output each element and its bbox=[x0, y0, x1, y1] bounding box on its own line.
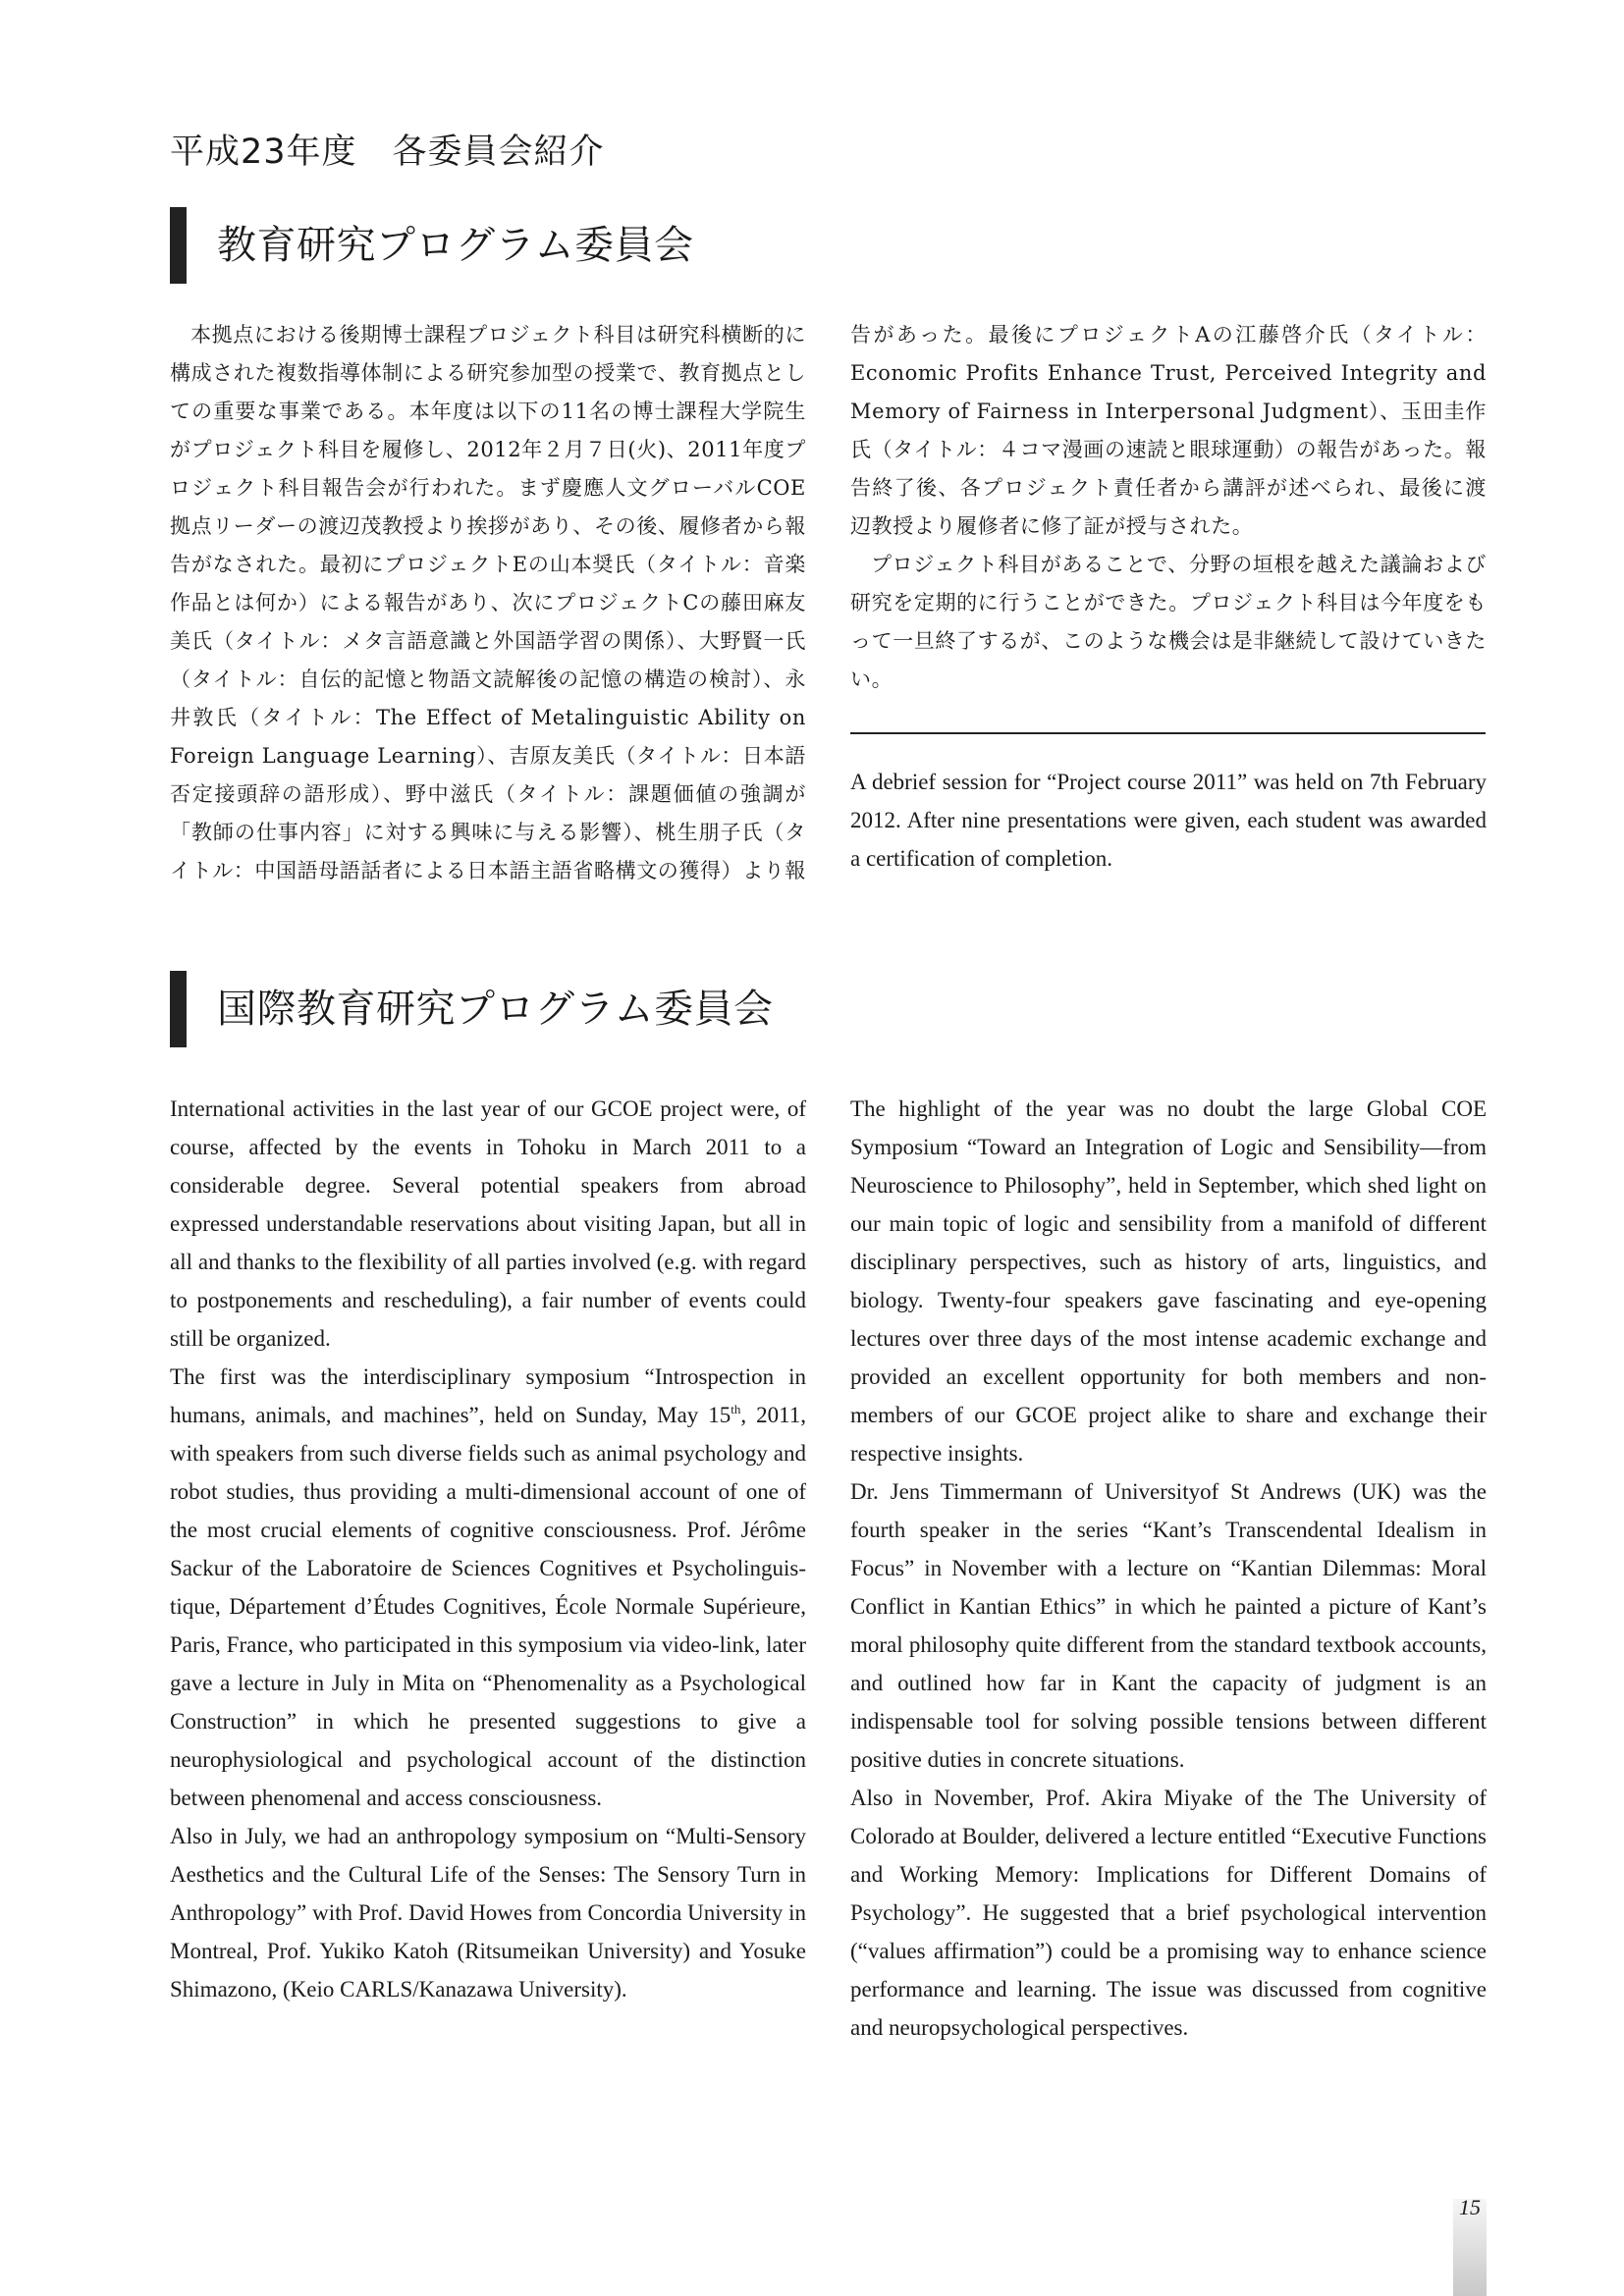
international-left-column bbox=[170, 1090, 806, 2008]
section-heading-text: 国際教育研究プログラム委員会 bbox=[217, 987, 774, 1032]
summary-paragraph: A debrief session for “Project course 2011” was held on 7th February 2012. After nine presentations were given, each student was awarded a certification of completion. bbox=[850, 770, 1487, 871]
heading-bar-icon bbox=[170, 971, 187, 1047]
paragraph-text: , 2011, with speakers from such diverse fields such as animal psychology and robot studies, thus providing a multi-dimensional account of one of the most crucial elements of cognitive consciousness. Prof. Jérôme Sackur of the Laboratoire de Sciences Cognitives et Psycholinguistique, Département d’Études Cognitives, École Normale Supérieure, Paris, France, who participated in this symposium via video-link, later gave a lecture in July in Mita on “Phenomenality as a Psychological Construction” in which he presented suggestions to give a neurophysiological and psychological account of the distinction between phenomenal and access consciousness. bbox=[170, 1403, 806, 1810]
jp-paragraph: プロジェクト科目があることで、分野の垣根を越えた議論および研究を定期的に行うことができた。プロジェクト科目は今年度をもって一旦終了するが、このような機会は是非継続して設けていきたい。 bbox=[850, 553, 1487, 691]
international-right-column bbox=[850, 1090, 1487, 2047]
jp-paragraph: 本拠点における後期博士課程プロジェクト科目は研究科横断的に構成された複数指導体制による研究参加型の授業で、教育拠点としての重要な事業である。本年度は以下の11名の博士課程大学院生がプロジェクト科目を履修し、2012年２月７日(火)、2011年度プロジェクト科目報告会が行われた。まず慶應人文グローバルCOE拠点リーダーの渡辺茂教授より挨拶があり、その後、履修者から報告がなされた。最初にプロジェクトEの山本奨氏（タイトル：音楽作品とは何か）による報告があり、次にプロジェクトCの藤田麻友美氏（タイトル：メタ言語意識と外国語学習の関係）、大野賢一氏（タイトル：自伝的記憶と物語文読解後の記憶の構造の検討）、永井敦氏（タイトル：The Effect of Metalinguistic Ability on Foreign Language Learning）、吉原友美氏（タイトル：日本語否定接頭辞の語形成）、野中滋氏（タイトル：課題価値の強調が「教師の仕事内容」に対する興味に与える影響）、桃生朋子氏（タイトル：中国語母語話者による日本語主語省略構文の獲得）より報 bbox=[170, 323, 806, 882]
paragraph: The highlight of the year was no doubt the large Global COE Symposium “Toward an Integration of Logic and Sensibility—from Neuroscience to Philosophy”, held in September, which shed light on our main topic of logic and sensibility from a manifold of different disciplinary perspectives, such as history of arts, linguistics, and biology. Twenty-four speakers gave fascinating and eye-opening lectures over three days of the most intense academic exchange and provided an excellent opportunity for both members and non-members of our GCOE project alike to share and exchange their respective insights. bbox=[850, 1096, 1487, 1466]
jp-report-left-column bbox=[170, 316, 806, 890]
paragraph-text: The first was the interdisciplinary symposium “Introspection in humans, animals, and machines”, held on Sunday, May 15 bbox=[170, 1364, 806, 1427]
paragraph: Also in November, Prof. Akira Miyake of the The University of Colorado at Boulder, delivered a lecture entitled “Executive Functions and Working Memory: Implications for Different Domains of Psychology”. He suggested that a brief psychological intervention (“values affirmation”) could be a promising way to enhance science performance and learning. The issue was discussed from cognitive and neuropsychological perspectives. bbox=[850, 1786, 1487, 2040]
paragraph bbox=[170, 1358, 806, 1817]
english-summary bbox=[850, 763, 1487, 878]
paragraph: International activities in the last year of our GCOE project were, of course, affected by the events in Tohoku in March 2011 to a considerable degree. Several potential speakers from abroad expressed understandable reservations about visiting Japan, but all in all and thanks to the flexibility of all parties involved (e.g. with regard to postponements and rescheduling), a fair number of events could still be organized. bbox=[170, 1096, 806, 1351]
divider-line bbox=[850, 732, 1486, 734]
page-number: 15 bbox=[1459, 2195, 1481, 2219]
ordinal-superscript: th bbox=[731, 1402, 741, 1416]
jp-paragraph: 告があった。最後にプロジェクトAの江藤啓介氏（タイトル：Economic Profits Enhance Trust, Perceived Integrity and Memory of Fairness in Interpersonal Judgment）、玉田圭作氏（タイトル：４コマ漫画の速読と眼球運動）の報告があった。報告終了後、各プロジェクト責任者から講評が述べられ、最後に渡辺教授より履修者に修了証が授与された。 bbox=[850, 323, 1487, 538]
page-title: 平成23年度 各委員会紹介 bbox=[170, 133, 605, 172]
jp-report-right-column bbox=[850, 316, 1487, 699]
heading-bar-icon bbox=[170, 207, 187, 284]
paragraph: Also in July, we had an anthropology symposium on “Multi-Sensory Aesthetics and the Cultural Life of the Senses: The Sensory Turn in Anthropology” with Prof. David Howes from Concordia University in Montreal, Prof. Yukiko Katoh (Ritsumeikan University) and Yosuke Shimazono, (Keio CARLS/Kanazawa University). bbox=[170, 1824, 806, 2002]
section-heading-text: 教育研究プログラム委員会 bbox=[217, 223, 694, 268]
paragraph: Dr. Jens Timmermann of Universityof St Andrews (UK) was the fourth speaker in the series “Kant’s Transcendental Idealism in Focus” in November with a lecture on “Kantian Dilemmas: Moral Conflict in Kantian Ethics” in which he painted a picture of Kant’s moral philosophy quite different from the standard textbook accounts, and outlined how far in Kant the capacity of judgment is an indispensable tool for solving possible tensions between different positive duties in concrete situations. bbox=[850, 1479, 1487, 1772]
